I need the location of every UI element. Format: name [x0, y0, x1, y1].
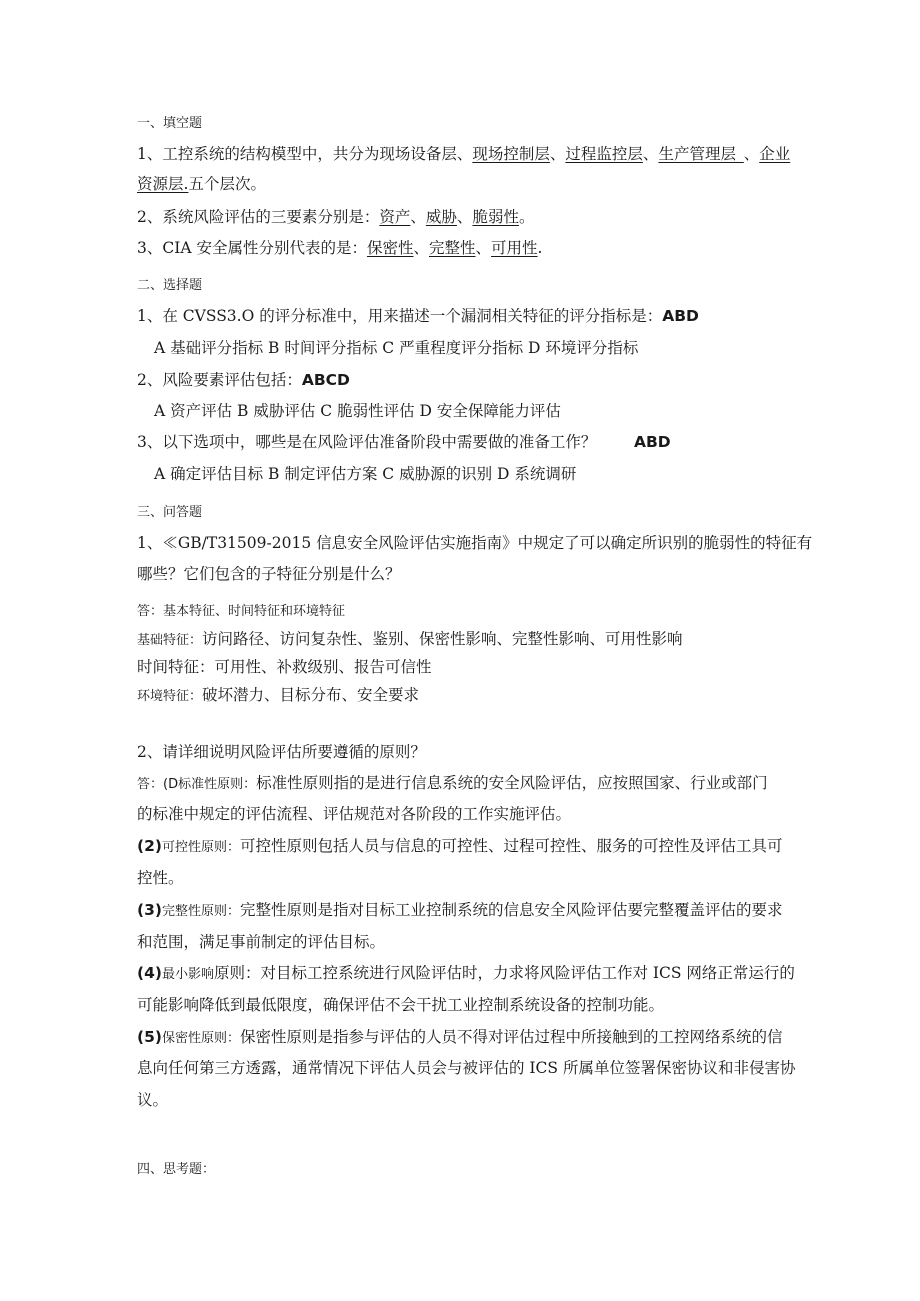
answer-text: 访问路径、访问复杂性、鉴别、保密性影响、完整性影响、可用性影响	[202, 630, 683, 648]
principle-number: (5)	[137, 1028, 162, 1046]
fill-q1-prefix: 1、工控系统的结构模型中，共分为现场设备层、	[137, 145, 473, 163]
principle-label: 标准性原则：	[178, 777, 257, 792]
principle-text: 标准性原则指的是进行信息系统的安全风险评估，应按照国家、行业或部门	[256, 774, 768, 792]
separator: 、	[413, 239, 429, 257]
choice-q3-options: A 确定评估目标 B 制定评估方案 C 威胁源的识别 D 系统调研	[154, 465, 577, 483]
principle-text: 可控性原则包括人员与信息的可控性、过程可控性、服务的可控性及评估工具可	[239, 837, 783, 855]
fill-q2-blank-2: 威胁	[425, 208, 457, 226]
choice-q2-answer: ABCD	[301, 371, 350, 389]
fill-q1-suffix: 五个层次。	[188, 175, 266, 193]
qa-q1-answer-2	[137, 657, 432, 677]
fill-q2-prefix: 2、系统风险评估的三要素分别是：	[137, 208, 380, 226]
choice-q3-answer: ABD	[634, 433, 671, 451]
choice-q1	[137, 306, 699, 326]
principle-label: 保密性原则：	[161, 1031, 240, 1046]
qa-q1-line1: 1、≪GB/T31509-2015 信息安全风险评估实施指南》中规定了可以确定所识别的脆弱性的特征有	[137, 534, 813, 552]
qa-q1-answer-head: 答：基本特征、时间特征和环境特征	[137, 604, 346, 619]
fill-q2-blank-3: 脆弱性	[472, 208, 519, 226]
principle-1-line1	[137, 773, 768, 795]
fill-q1-blank-4a: 企业	[759, 145, 791, 163]
separator: 、	[410, 208, 426, 226]
answer-label: 基础特征：	[137, 633, 203, 648]
fill-q1-line1	[137, 144, 790, 164]
principle-4-line1	[137, 963, 795, 985]
fill-q2-suffix: 。	[518, 208, 535, 226]
principle-4-line2: 可能影响降低到最低限度，确保评估不会干扰工业控制系统设备的控制功能。	[137, 996, 665, 1014]
principle-3-line2: 和范围，满足事前制定的评估目标。	[137, 933, 386, 951]
fill-q3-blank-2: 完整性	[429, 239, 476, 257]
fill-q3-prefix: 3、CIA 安全属性分别代表的是：	[137, 239, 367, 257]
principle-label: 完整性原则：	[161, 904, 240, 919]
principle-5-line2: 息向任何第三方透露，通常情况下评估人员会与被评估的 ICS 所属单位签署保密协议和非侵害协	[137, 1059, 796, 1077]
fill-q2	[137, 207, 534, 227]
fill-q3-blank-3: 可用性	[491, 239, 538, 257]
principle-5-line1	[137, 1027, 782, 1049]
choice-q2-text: 2、风险要素评估包括：	[137, 371, 302, 389]
choice-q1-options: A 基础评分指标 B 时间评分指标 C 严重程度评分指标 D 环境评分指标	[154, 339, 639, 357]
separator: 、	[475, 239, 492, 257]
principle-text: 原则：对目标工控系统进行风险评估时，力求将风险评估工作对 ICS 网络正常运行的	[213, 964, 795, 982]
answer-label: 时间特征：	[137, 658, 215, 676]
fill-q3-blank-1: 保密性	[366, 239, 414, 257]
principle-5-line3: 议。	[137, 1091, 169, 1109]
principle-number: (2)	[137, 837, 162, 855]
choice-q1-text: 1、在 CVSS3.O 的评分标准中，用来描述一个漏洞相关特征的评分指标是：	[137, 307, 663, 325]
section-heading-thinking: 四、思考题：	[137, 1162, 216, 1177]
section-heading-fill-blank: 一、填空题	[137, 116, 203, 131]
principle-3-line1	[137, 900, 782, 922]
section-heading-choice: 二、选择题	[137, 278, 203, 293]
qa-q1-answer-1	[137, 629, 683, 651]
choice-q3: 3、以下选项中，哪些是在风险评估准备阶段中需要做的准备工作？	[137, 433, 597, 451]
answer-text: 可用性、补救级别、报告可信性	[214, 658, 432, 676]
answer-label: 环境特征：	[137, 689, 203, 704]
qa-q1-line2: 哪些？它们包含的子特征分别是什么？	[137, 565, 401, 583]
fill-q1-line2	[137, 174, 266, 194]
choice-q2	[137, 370, 350, 390]
choice-q2-options: A 资产评估 B 威胁评估 C 脆弱性评估 D 安全保障能力评估	[154, 402, 561, 420]
fill-q1-blank-1: 现场控制层	[472, 145, 550, 163]
fill-q3	[137, 238, 542, 258]
principle-text: 保密性原则是指参与评估的人员不得对评估过程中所接触到的工控网络系统的信	[239, 1028, 783, 1046]
choice-q1-answer: ABD	[662, 307, 699, 325]
fill-q1-blank-4b: 资源层.	[137, 175, 189, 193]
principle-number: (4)	[137, 964, 162, 982]
answer-text: 破坏潜力、目标分布、安全要求	[202, 686, 420, 704]
qa-q1-answer-3	[137, 685, 419, 707]
section-heading-qa: 三、问答题	[137, 505, 203, 520]
fill-q3-suffix: .	[537, 239, 543, 257]
qa-q2-question: 2、请详细说明风险评估所要遵循的原则？	[137, 743, 426, 761]
principle-1-line2: 的标准中规定的评估流程、评估规范对各阶段的工作实施评估。	[137, 805, 572, 823]
separator: 、	[743, 145, 760, 163]
separator: 、	[456, 208, 473, 226]
principle-text: 完整性原则是指对目标工业控制系统的信息安全风险评估要完整覆盖评估的要求	[239, 901, 783, 919]
principle-number: 答：(D	[137, 777, 179, 792]
principle-2-line2: 控性。	[137, 869, 184, 887]
fill-q1-blank-2: 过程监控层	[565, 145, 643, 163]
principle-label: 可控性原则：	[161, 840, 240, 855]
principle-label: 最小影响	[161, 967, 214, 982]
principle-2-line1	[137, 836, 782, 858]
separator: 、	[642, 145, 659, 163]
fill-q2-blank-1: 资产	[379, 208, 411, 226]
separator: 、	[549, 145, 566, 163]
principle-number: (3)	[137, 901, 162, 919]
fill-q1-blank-3: 生产管理层_	[658, 145, 744, 163]
